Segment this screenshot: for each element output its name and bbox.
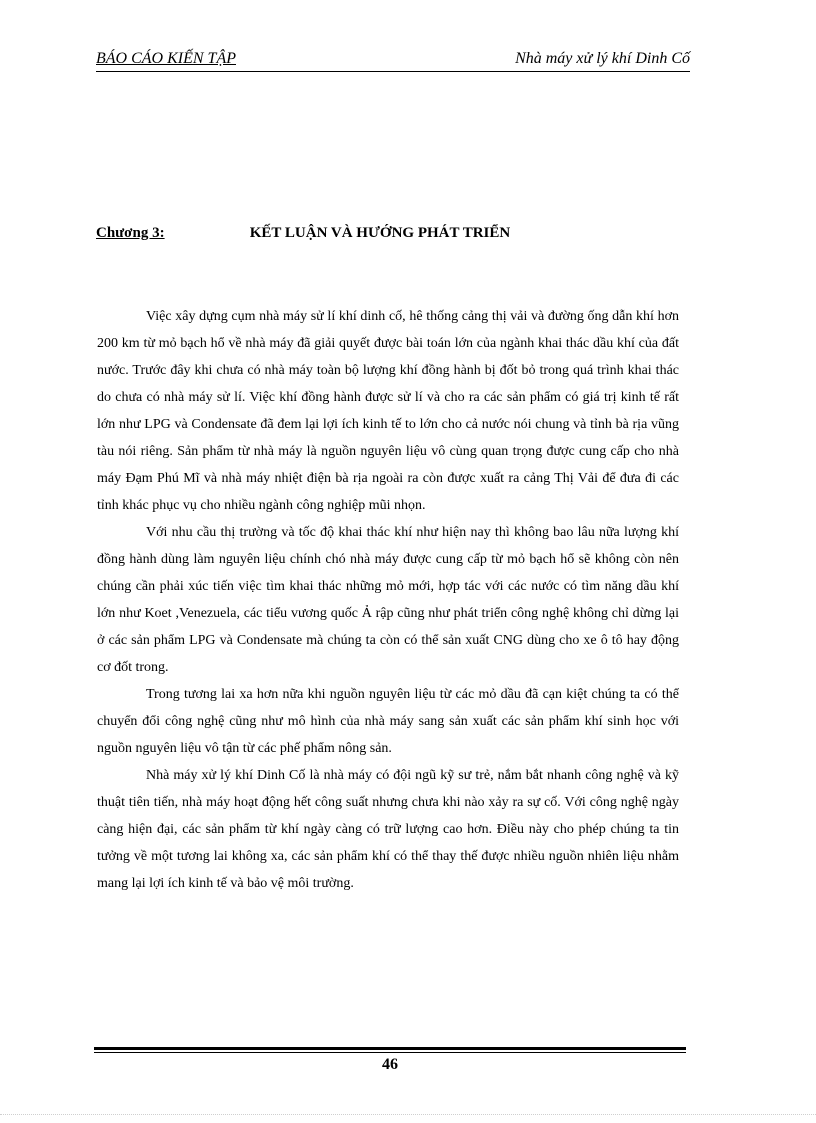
paragraph: Trong tương lai xa hơn nữa khi nguồn nguyên liệu từ các mỏ dầu đã cạn kiệt chúng ta có thể chuyển đổi công nghệ cũng như mô hình của nhà máy sang sản xuất các sản phẩm khí sinh học với nguồn nguyên liệu vô tận từ các phế phẩm nông sản. [97, 687, 679, 756]
chapter-title: KẾT LUẬN VÀ HƯỚNG PHÁT TRIỂN [249, 225, 511, 241]
footer-divider-thin [94, 1052, 686, 1053]
chapter-heading [96, 225, 510, 242]
paragraph: Nhà máy xử lý khí Dinh Cố là nhà máy có đội ngũ kỹ sư trẻ, nắm bắt nhanh công nghệ và kỹ thuật tiên tiến, nhà máy hoạt động hết công suất nhưng chưa khi nào xảy ra sự cố. Với công nghệ ngày càng hiện đại, các sản phẩm từ khí ngày càng có trữ lượng cao hơn. Điều này cho phép chúng ta tin tưởng về một tương lai không xa, các sản phẩm khí có thể thay thế được nhiều nguồn nhiên liệu nhằm mang lại lợi ích kinh tế và bảo vệ môi trường. [97, 768, 679, 891]
body-text [97, 303, 679, 897]
paragraph: Việc xây dựng cụm nhà máy sử lí khí dinh cố, hê thống cảng thị vải và đường ống dẫn khí hơn 200 km từ mỏ bạch hổ về nhà máy đã giải quyết được bài toán lớn của ngành khai thác dầu khí của đất nước. Trước đây khi chưa có nhà máy toàn bộ lượng khí đồng hành bị đốt bỏ trong quá trình khai thác do chưa có nhà máy sử lí. Việc khí đồng hành được sử lí và cho ra các sản phẩm có giá trị kinh tế rất lớn như LPG và Condensate đã đem lại lợi ích kinh tế to lớn cho cả nước nói chung và tỉnh bà rịa vũng tàu nói riêng. Sản phẩm từ nhà máy là nguồn nguyên liệu vô cùng quan trọng được cung cấp cho nhà máy Đạm Phú Mĩ và nhà máy nhiệt điện bà rịa ngoài ra còn được xuất ra cảng Thị Vải để đưa đi các tỉnh khác phục vụ cho nhiều ngành công nghiệp mũi nhọn. [97, 309, 679, 513]
header-report-title: BÁO CÁO KIẾN TẬP [96, 50, 236, 67]
page-header [96, 50, 690, 68]
header-divider [96, 71, 690, 72]
page-number: 46 [382, 1056, 398, 1073]
page-bottom-edge [0, 1114, 816, 1115]
header-plant-name: Nhà máy xử lý khí Dinh Cố [515, 50, 690, 67]
footer-divider-thick [94, 1047, 686, 1050]
chapter-label: Chương 3: [96, 225, 165, 241]
paragraph: Với nhu cầu thị trường và tốc độ khai thác khí như hiện nay thì không bao lâu nữa lượng khí đồng hành dùng làm nguyên liệu chính chó nhà máy được cung cấp từ mỏ bạch hổ sẽ không còn nên chúng cần phải xúc tiến việc tìm khai thác những mỏ mới, hợp tác với các nước có tìm năng dầu khí lớn như Koet ,Venezuela, các tiểu vương quốc Ả rập cũng như phát triển công nghệ không chỉ dừng lại ở các sản phẩm LPG và Condensate mà chúng ta còn có thể sản xuất CNG dùng cho xe ô tô hay động cơ đốt trong. [97, 525, 679, 675]
